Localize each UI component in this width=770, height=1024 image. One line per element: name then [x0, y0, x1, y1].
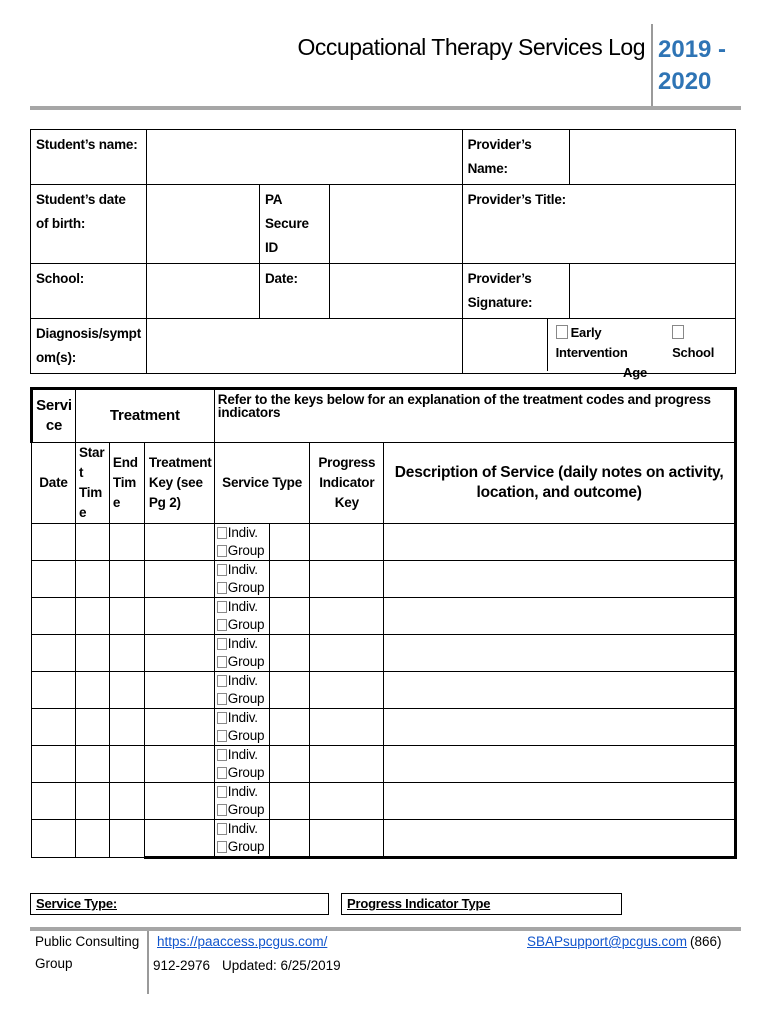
description-cell[interactable]: [384, 783, 736, 820]
end-time-cell[interactable]: [109, 709, 144, 746]
indiv-option[interactable]: [217, 635, 269, 653]
indiv-label: Indiv.: [227, 562, 258, 577]
date-cell[interactable]: [32, 746, 76, 783]
group-label: Group: [227, 728, 265, 743]
group-checkbox[interactable]: [217, 730, 227, 742]
start-time-cell[interactable]: [75, 598, 109, 635]
group-option[interactable]: [217, 690, 269, 708]
treatment-key-cell[interactable]: [144, 709, 214, 746]
indiv-checkbox[interactable]: [217, 786, 227, 798]
dob-label: Student’s date of birth:: [31, 185, 147, 264]
date-cell[interactable]: [32, 561, 76, 598]
indiv-checkbox[interactable]: [217, 601, 227, 613]
treatment-header: Treatment: [75, 389, 214, 443]
progress-indicator-cell[interactable]: [310, 598, 384, 635]
log-row: [32, 561, 736, 598]
treatment-key-cell[interactable]: [144, 598, 214, 635]
log-row: [32, 746, 736, 783]
group-checkbox[interactable]: [217, 693, 227, 705]
service-type-extra-cell[interactable]: [269, 820, 310, 858]
progress-indicator-cell[interactable]: [310, 672, 384, 709]
group-label: Group: [227, 543, 265, 558]
indiv-label: Indiv.: [227, 784, 258, 799]
group-checkbox[interactable]: [217, 545, 227, 557]
group-option[interactable]: [217, 653, 269, 671]
indiv-option[interactable]: [217, 783, 269, 801]
keys-note: Refer to the keys below for an explanation of the treatment codes and progress indicators: [214, 389, 735, 443]
indiv-label: Indiv.: [227, 821, 258, 836]
group-label: Group: [227, 802, 265, 817]
indiv-option[interactable]: [217, 709, 269, 727]
progress-indicator-cell[interactable]: [310, 783, 384, 820]
service-type-header: Service Type: [214, 443, 310, 524]
description-cell[interactable]: [384, 598, 736, 635]
group-checkbox[interactable]: [217, 619, 227, 631]
student-name-field[interactable]: [147, 130, 463, 185]
service-type-cell: [214, 672, 269, 709]
service-type-extra-cell[interactable]: [269, 598, 310, 635]
indiv-option[interactable]: [217, 524, 269, 542]
end-time-header: End Tim e: [109, 443, 144, 524]
date-header: Date: [32, 443, 76, 524]
service-type-extra-cell[interactable]: [269, 635, 310, 672]
group-option[interactable]: [217, 542, 269, 560]
group-label: Group: [227, 580, 265, 595]
treatment-key-cell[interactable]: [144, 820, 214, 858]
school-year-line-2: 2020: [658, 68, 712, 95]
end-time-cell[interactable]: [109, 598, 144, 635]
group-option[interactable]: [217, 727, 269, 745]
progress-indicator-cell[interactable]: [310, 635, 384, 672]
school-age-option[interactable]: School: [672, 323, 727, 363]
start-time-cell[interactable]: [75, 783, 109, 820]
description-cell[interactable]: [384, 820, 736, 858]
end-time-cell[interactable]: [109, 635, 144, 672]
service-type-cell: [214, 524, 269, 561]
date-cell[interactable]: [32, 524, 76, 561]
school-age-label-2: Age: [623, 365, 647, 380]
group-option[interactable]: [217, 838, 269, 856]
service-type-cell: [214, 598, 269, 635]
description-header: Description of Service (daily notes on activity, location, and outcome): [384, 443, 736, 524]
group-option[interactable]: [217, 764, 269, 782]
dob-field[interactable]: [147, 185, 260, 264]
description-cell[interactable]: [384, 746, 736, 783]
service-type-legend: Service Type:: [30, 893, 329, 915]
service-type-extra-cell[interactable]: [269, 561, 310, 598]
service-type-cell: [214, 561, 269, 598]
indiv-checkbox[interactable]: [217, 638, 227, 650]
footer-divider: [147, 931, 149, 994]
indiv-label: Indiv.: [227, 710, 258, 725]
end-time-cell[interactable]: [109, 561, 144, 598]
treatment-key-cell[interactable]: [144, 524, 214, 561]
indiv-label: Indiv.: [227, 636, 258, 651]
service-type-extra-cell[interactable]: [269, 709, 310, 746]
age-group-cell: [462, 319, 735, 380]
description-cell[interactable]: [384, 672, 736, 709]
group-checkbox[interactable]: [217, 841, 227, 853]
end-time-cell[interactable]: [109, 746, 144, 783]
date-cell[interactable]: [32, 598, 76, 635]
start-time-cell[interactable]: [75, 635, 109, 672]
support-email-link[interactable]: SBAPsupport@pcgus.com: [527, 934, 688, 949]
log-row: [32, 524, 736, 561]
website-link[interactable]: https://paaccess.pcgus.com/: [157, 934, 328, 949]
log-row: [32, 635, 736, 672]
school-field[interactable]: [147, 264, 260, 319]
group-label: Group: [227, 839, 265, 854]
student-name-label: Student’s name:: [31, 130, 147, 185]
service-header: Servi ce: [32, 389, 76, 443]
provider-title-field[interactable]: [462, 185, 735, 264]
end-time-cell[interactable]: [109, 672, 144, 709]
group-label: Group: [227, 691, 265, 706]
school-year: [658, 34, 738, 98]
form-title: Occupational Therapy Services Log: [297, 34, 645, 60]
pa-secure-id-label: PA Secure ID: [259, 185, 329, 264]
treatment-key-cell[interactable]: [144, 672, 214, 709]
indiv-option[interactable]: [217, 598, 269, 616]
group-label: Group: [227, 765, 265, 780]
provider-title-label: Provider’s Title:: [467, 192, 566, 207]
group-option[interactable]: [217, 616, 269, 634]
indiv-checkbox[interactable]: [217, 749, 227, 761]
school-age-checkbox[interactable]: [672, 325, 684, 339]
diagnosis-label: Diagnosis/sympt om(s):: [31, 319, 147, 374]
start-time-cell[interactable]: [75, 524, 109, 561]
date-cell[interactable]: [32, 783, 76, 820]
treatment-key-header: Treatment Key (see Pg 2): [144, 443, 214, 524]
service-type-extra-cell[interactable]: [269, 672, 310, 709]
log-row: [32, 672, 736, 709]
indiv-option[interactable]: [217, 561, 269, 579]
indiv-label: Indiv.: [227, 525, 258, 540]
date-cell[interactable]: [32, 672, 76, 709]
treatment-key-cell[interactable]: [144, 783, 214, 820]
school-label: School:: [31, 264, 147, 319]
description-cell[interactable]: [384, 561, 736, 598]
indiv-option[interactable]: [217, 672, 269, 690]
description-cell[interactable]: [384, 709, 736, 746]
student-info-table: [30, 129, 736, 380]
progress-indicator-header: Progress Indicator Key: [310, 443, 384, 524]
service-type-extra-cell[interactable]: [269, 783, 310, 820]
service-type-cell: [214, 746, 269, 783]
updated-date: Updated: 6/25/2019: [222, 958, 341, 973]
treatment-key-cell[interactable]: [144, 635, 214, 672]
provider-name-field[interactable]: [570, 130, 736, 185]
progress-indicator-cell[interactable]: [310, 561, 384, 598]
indiv-checkbox[interactable]: [217, 823, 227, 835]
treatment-key-cell[interactable]: [144, 746, 214, 783]
service-type-extra-cell[interactable]: [269, 746, 310, 783]
indiv-checkbox[interactable]: [217, 564, 227, 576]
service-type-cell: [214, 820, 269, 858]
school-year-line-1: 2019 -: [658, 36, 727, 63]
date-cell[interactable]: [32, 820, 76, 858]
progress-indicator-legend: Progress Indicator Type: [341, 893, 622, 915]
log-row: [32, 820, 736, 858]
group-label: Group: [227, 617, 265, 632]
indiv-option[interactable]: [217, 746, 269, 764]
start-time-cell[interactable]: [75, 561, 109, 598]
start-time-cell[interactable]: [75, 746, 109, 783]
service-type-extra-cell[interactable]: [269, 524, 310, 561]
header-rule: [30, 106, 741, 110]
treatment-key-cell[interactable]: [144, 561, 214, 598]
start-time-header: Star t Tim e: [75, 443, 109, 524]
description-cell[interactable]: [384, 524, 736, 561]
indiv-checkbox[interactable]: [217, 712, 227, 724]
indiv-label: Indiv.: [227, 599, 258, 614]
end-time-cell[interactable]: [109, 820, 144, 858]
signature-field[interactable]: [570, 264, 736, 319]
diagnosis-field[interactable]: [147, 319, 463, 374]
end-time-cell[interactable]: [109, 783, 144, 820]
indiv-checkbox[interactable]: [217, 675, 227, 687]
group-option[interactable]: [217, 579, 269, 597]
pa-secure-id-field[interactable]: [329, 185, 462, 264]
group-checkbox[interactable]: [217, 582, 227, 594]
progress-indicator-cell[interactable]: [310, 709, 384, 746]
date-cell[interactable]: [32, 635, 76, 672]
start-time-cell[interactable]: [75, 672, 109, 709]
description-cell[interactable]: [384, 635, 736, 672]
group-checkbox[interactable]: [217, 767, 227, 779]
service-type-cell: [214, 709, 269, 746]
end-time-cell[interactable]: [109, 524, 144, 561]
phone-part-2: 912-2976: [153, 958, 211, 973]
log-rows: [32, 524, 736, 858]
early-intervention-option[interactable]: Early Intervention: [555, 325, 628, 360]
indiv-label: Indiv.: [227, 747, 258, 762]
provider-name-label: Provider’s Name:: [462, 130, 570, 185]
date-label: Date:: [259, 264, 329, 319]
group-option[interactable]: [217, 801, 269, 819]
service-log-table: [30, 387, 737, 859]
organization: Public Consulting Group: [35, 934, 140, 971]
start-time-cell[interactable]: [75, 709, 109, 746]
indiv-option[interactable]: [217, 820, 269, 838]
log-row: [32, 783, 736, 820]
indiv-label: Indiv.: [227, 673, 258, 688]
progress-indicator-cell[interactable]: [310, 820, 384, 858]
phone-part-1: (866): [690, 934, 722, 949]
group-checkbox[interactable]: [217, 804, 227, 816]
signature-label: Provider’s Signature:: [462, 264, 570, 319]
log-row: [32, 709, 736, 746]
progress-indicator-cell[interactable]: [310, 524, 384, 561]
header-divider: [651, 24, 653, 108]
group-label: Group: [227, 654, 265, 669]
service-type-cell: [214, 635, 269, 672]
service-type-cell: [214, 783, 269, 820]
date-cell[interactable]: [32, 709, 76, 746]
early-intervention-checkbox[interactable]: [556, 325, 568, 339]
start-time-cell[interactable]: [75, 820, 109, 858]
date-field[interactable]: [329, 264, 462, 319]
progress-indicator-cell[interactable]: [310, 746, 384, 783]
group-checkbox[interactable]: [217, 656, 227, 668]
log-row: [32, 598, 736, 635]
indiv-checkbox[interactable]: [217, 527, 227, 539]
